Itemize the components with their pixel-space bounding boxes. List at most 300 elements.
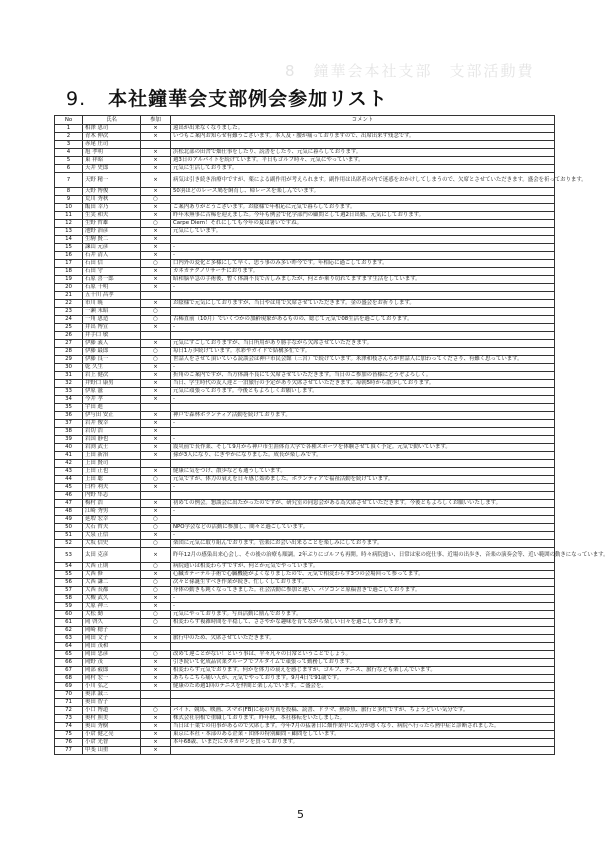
comment-cell <box>171 428 555 436</box>
attendance-mark: × <box>141 300 171 308</box>
member-name: 岡 啓久 <box>83 619 141 627</box>
member-name: 岡田 茂和 <box>83 643 141 651</box>
row-number: 15 <box>55 244 83 252</box>
table-row <box>55 595 555 603</box>
comment-cell: 心臓カテーテル手術で心臓機能がよくなりましたので、元気で相変わらず3つの会場回って参ってます。 <box>171 571 555 579</box>
row-number: 69 <box>55 683 83 691</box>
comment-cell <box>171 308 555 316</box>
attendance-mark: × <box>141 739 171 747</box>
attendance-mark: × <box>141 715 171 723</box>
comment-cell <box>171 332 555 340</box>
member-name: 岡崎 穂子 <box>83 627 141 635</box>
table-row <box>55 412 555 420</box>
member-name: 小倉 光智 <box>83 739 141 747</box>
row-number: 16 <box>55 252 83 260</box>
row-number: 72 <box>55 707 83 715</box>
attendance-mark <box>141 141 171 149</box>
member-name: 諫山 元彦 <box>83 244 141 252</box>
comment-cell: 健康に気をつけ、散歩なども通うしています。 <box>171 468 555 476</box>
row-number: 23 <box>55 308 83 316</box>
comment-cell <box>171 643 555 651</box>
attendance-mark: × <box>141 165 171 173</box>
table-row <box>55 428 555 436</box>
table-row <box>55 396 555 404</box>
comment-cell: 震災前で長作業、そして9月から神戸市生涯体育大学で各種スポーツを体験させて頂く予定。元気で動いています。 <box>171 444 555 452</box>
table-row <box>55 516 555 524</box>
comment-cell: 当日は千葉での用事があるので欠席します。今年7月の猛暑日に畑作業中に気分が悪くなり、病院へ行ったら熱中症と診断されました。 <box>171 723 555 731</box>
table-row <box>55 308 555 316</box>
page-number: 5 <box>297 808 304 821</box>
member-name: 青木 伸次 <box>83 133 141 141</box>
table-row <box>55 364 555 372</box>
member-name: 一瀬 末昭 <box>83 308 141 316</box>
attendance-mark: × <box>141 548 171 563</box>
attendance-mark: × <box>141 396 171 404</box>
member-name: 岡田 忠彦 <box>83 651 141 659</box>
row-number: 55 <box>55 571 83 579</box>
row-number: 29 <box>55 356 83 364</box>
table-row <box>55 340 555 348</box>
comment-cell <box>171 691 555 699</box>
row-number: 25 <box>55 324 83 332</box>
member-name: 小口 博道 <box>83 707 141 715</box>
attendance-mark: ○ <box>141 476 171 484</box>
attendance-mark: × <box>141 188 171 196</box>
attendance-mark: × <box>141 484 171 492</box>
member-name: 大西 修 <box>83 571 141 579</box>
table-row <box>55 204 555 212</box>
member-name: 東 祥昭 <box>83 157 141 165</box>
attendance-mark <box>141 643 171 651</box>
comment-cell: 昭和脳卒急の手術後、暫く体調不良で苦しみましたが、何とか乗り切れてますます生活をしています。 <box>171 276 555 284</box>
comment-cell: 病気は引き続き治療中ですが、薬による副作用が考えられます。副作用は出席者の内で迷惑をおかけしてしまうので、欠席とさせていただきます。盛会を祈っております。 <box>171 173 555 188</box>
comment-cell: あちらこちら痛い人が、元気でやっております。9月4日で91歳です。 <box>171 675 555 683</box>
member-name: 伊藤 義人 <box>83 340 141 348</box>
table-row <box>55 715 555 723</box>
row-number: 57 <box>55 587 83 595</box>
row-number: 21 <box>55 292 83 300</box>
comment-cell: 健康のため週1回のテニスを仲間と楽しんでいます。ご盛会を。 <box>171 683 555 691</box>
row-number: 3 <box>55 141 83 149</box>
attendance-mark: × <box>141 173 171 188</box>
table-row <box>55 332 555 340</box>
comment-cell: 引き続いて化成品営業グループでフルタイムで頑張って勤務しております。 <box>171 659 555 667</box>
section-number: 9. <box>66 88 87 110</box>
attendance-mark: × <box>141 212 171 220</box>
comment-cell: 改めて違ことがない！という事は、平々凡々の日常ということでしょう。 <box>171 651 555 659</box>
row-number: 71 <box>55 699 83 707</box>
member-name: 井野口 康男 <box>83 380 141 388</box>
comment-cell: 神戸で森林ボランティア活動を続けております。 <box>171 412 555 420</box>
table-row <box>55 524 555 532</box>
member-name: 伊藤 良一 <box>83 356 141 364</box>
attendance-mark: ○ <box>141 619 171 627</box>
table-row <box>55 380 555 388</box>
attendance-mark: × <box>141 659 171 667</box>
table-row <box>55 699 555 707</box>
row-number: 51 <box>55 532 83 540</box>
table-row <box>55 141 555 149</box>
table-row <box>55 236 555 244</box>
member-name: 生野 哲雄 <box>83 220 141 228</box>
table-row <box>55 252 555 260</box>
comment-cell <box>171 492 555 500</box>
attendance-mark <box>141 404 171 412</box>
row-number: 27 <box>55 340 83 348</box>
row-number: 17 <box>55 260 83 268</box>
member-name: 天野 博俊 <box>83 188 141 196</box>
comment-cell: カネカテクノリサーチにおります。 <box>171 268 555 276</box>
table-row <box>55 125 555 133</box>
member-name: 上田 正也 <box>83 468 141 476</box>
comment-cell: バイト、競馬、映画、スマホ(FB)に花の写真を投稿、読書、ドラマ、熱帯魚、旅行と多忙ですが、ちょうどいい気分です。 <box>171 707 555 715</box>
comment-cell: お陰様で元気にしておりますが、当日やは用で欠席させていただきます。金の盛会をお祈りします。 <box>171 300 555 308</box>
row-number: 9 <box>55 196 83 204</box>
table-row <box>55 452 555 460</box>
section-title <box>66 84 388 111</box>
comment-cell: - <box>171 508 555 516</box>
table-row <box>55 284 555 292</box>
comment-cell: 孫が3人になり、にぎやかになりました。成長が楽しみです。 <box>171 452 555 460</box>
attendance-mark: × <box>141 133 171 141</box>
member-name: 延増 宏幸 <box>83 516 141 524</box>
member-name: 奥村 照美 <box>83 715 141 723</box>
attendance-mark: × <box>141 412 171 420</box>
table-row <box>55 747 555 755</box>
table-row <box>55 388 555 396</box>
row-number: 36 <box>55 412 83 420</box>
comment-cell: 50羽ほどのレース鳩を飼育し、帰レースを楽しんでいます。 <box>171 188 555 196</box>
attendance-mark: × <box>141 276 171 284</box>
table-row <box>55 165 555 173</box>
row-number: 22 <box>55 300 83 308</box>
table-row <box>55 667 555 675</box>
member-name: 石田 守 <box>83 268 141 276</box>
comment-cell: 相変わらず元気でおります。何かを体力の衰えを感じますが、ゴルフ、テニス、旅行なども楽しんでいます。 <box>171 667 555 675</box>
attendance-mark: ○ <box>141 611 171 619</box>
comment-cell: 口内外の変化と多様にして早く、思う事のみ多い昨今です。年相応に過ごしております。 <box>171 260 555 268</box>
comment-cell: 楽団に元気に取り組んでおります。管楽にお会い出来ることを楽しみにしております。 <box>171 540 555 548</box>
member-name: 内野 隼志 <box>83 492 141 500</box>
row-number: 47 <box>55 500 83 508</box>
attendance-mark: × <box>141 228 171 236</box>
attendance-mark: × <box>141 236 171 244</box>
row-number: 50 <box>55 524 83 532</box>
member-name: 奥津 誠三 <box>83 691 141 699</box>
member-name: 大槻 武久 <box>83 595 141 603</box>
table-row <box>55 627 555 635</box>
member-name: 荒川 秀秋 <box>83 196 141 204</box>
member-name: 小倉 健之亮 <box>83 731 141 739</box>
member-name: 岡野 茂 <box>83 659 141 667</box>
comment-cell: 東京に本社・本部のある企業・団体の特別顧問・顧問をしています。 <box>171 731 555 739</box>
attendance-mark: × <box>141 595 171 603</box>
table-row <box>55 683 555 691</box>
member-name: 大西 謙二 <box>83 579 141 587</box>
member-name: 大西 長都 <box>83 587 141 595</box>
row-number: 74 <box>55 723 83 731</box>
comment-cell <box>171 747 555 755</box>
attendance-mark: × <box>141 204 171 212</box>
row-number: 2 <box>55 133 83 141</box>
comment-cell: 元気に生活しております。 <box>171 165 555 173</box>
member-name: 石原 喜一郎 <box>83 276 141 284</box>
row-number: 20 <box>55 284 83 292</box>
member-name: 大泉 正信 <box>83 532 141 540</box>
row-number: 45 <box>55 484 83 492</box>
comment-cell: 浜松北部の田舎で畑仕事をしたり、読書をしたり、元気に暮らしております。 <box>171 149 555 157</box>
header-name: 氏名 <box>83 116 141 125</box>
attendance-mark <box>141 492 171 500</box>
member-name: 天井 史郎 <box>83 165 141 173</box>
table-row <box>55 484 555 492</box>
attendance-mark: × <box>141 372 171 380</box>
table-row <box>55 244 555 252</box>
attendance-mark: ○ <box>141 220 171 228</box>
table-row <box>55 468 555 476</box>
attendance-mark: × <box>141 436 171 444</box>
table-row <box>55 212 555 220</box>
comment-cell: - <box>171 284 555 292</box>
table-row <box>55 300 555 308</box>
attendance-mark: × <box>141 157 171 165</box>
table-row <box>55 492 555 500</box>
comment-cell <box>171 141 555 149</box>
attendance-mark: ○ <box>141 196 171 204</box>
row-number: 68 <box>55 675 83 683</box>
comment-cell: - <box>171 532 555 540</box>
table-row <box>55 739 555 747</box>
member-name: 飯田 幸乃 <box>83 204 141 212</box>
table-row <box>55 540 555 548</box>
comment-cell <box>171 236 555 244</box>
attendance-mark: × <box>141 284 171 292</box>
row-number: 60 <box>55 611 83 619</box>
member-name: 岩井 俊幸 <box>83 420 141 428</box>
table-row <box>55 348 555 356</box>
member-name: 大石 哲夫 <box>83 524 141 532</box>
member-name: 石田 信 <box>83 260 141 268</box>
member-name: 小川 弘之 <box>83 683 141 691</box>
row-number: 37 <box>55 420 83 428</box>
comment-cell: - <box>171 252 555 260</box>
row-number: 40 <box>55 444 83 452</box>
member-name: 岡田 文子 <box>83 635 141 643</box>
table-row <box>55 611 555 619</box>
attendance-mark <box>141 332 171 340</box>
row-number: 62 <box>55 627 83 635</box>
member-name: 上田 賢司 <box>83 460 141 468</box>
member-name: 岩上 健次 <box>83 372 141 380</box>
comment-cell: - <box>171 436 555 444</box>
comment-cell: 毎日1万歩続けています。水彩やガイドで結構多忙です。 <box>171 348 555 356</box>
table-row <box>55 133 555 141</box>
attendance-mark: ○ <box>141 587 171 595</box>
row-number: 30 <box>55 364 83 372</box>
row-number: 32 <box>55 380 83 388</box>
member-name: 奥田 智子 <box>83 699 141 707</box>
row-number: 70 <box>55 691 83 699</box>
header-comment: コメント <box>171 116 555 125</box>
comment-cell: - <box>171 324 555 332</box>
attendance-mark: ○ <box>141 516 171 524</box>
row-number: 42 <box>55 460 83 468</box>
member-name: 石井 清人 <box>83 252 141 260</box>
comment-cell: 旅行中のため、欠席させていただきます。 <box>171 635 555 643</box>
header-attendance: 参加 <box>141 116 171 125</box>
comment-cell: 次々と孫誕生すべき作業が続き、忙しくしております。 <box>171 579 555 587</box>
attendance-mark: ○ <box>141 524 171 532</box>
row-number: 73 <box>55 715 83 723</box>
attendance-mark: × <box>141 500 171 508</box>
member-name: 梅村 浩 <box>83 500 141 508</box>
table-row <box>55 149 555 157</box>
comment-cell: 元気にすごしておりますが、当日所用があり勝手ながら欠席させていただきます。 <box>171 340 555 348</box>
row-number: 14 <box>55 236 83 244</box>
comment-cell: 元気ですが、体力の衰えを日々感じ始めました。ボランティアで福祉活動を続けています。 <box>171 476 555 484</box>
comment-cell: 週3日のアルバイトを続けています。平日もゴルフ時々、元気にやっています。 <box>171 157 555 165</box>
comment-cell: 株式会社羽根で重職しております。昨年秋、本社移転をいたしました。 <box>171 715 555 723</box>
comment-cell <box>171 460 555 468</box>
member-name: 岩切 浩 <box>83 428 141 436</box>
comment-cell: 折角のご案内ですが、当方体調不良にて欠席させていただきます。当日のご参加の皆様にどうぞよろしく。 <box>171 372 555 380</box>
attendance-mark: × <box>141 508 171 516</box>
comment-cell: 遠出が出来なくなりました。 <box>171 125 555 133</box>
comment-cell: 世話人をさせて頂いている読談会は神戸市民会館（三宮）で続けています。米澤和枝さんらが世話人に加わってくださり、有難く思っています。 <box>171 356 555 364</box>
attendance-mark: × <box>141 125 171 133</box>
table-header-row <box>55 116 555 125</box>
table-row <box>55 571 555 579</box>
row-number: 10 <box>55 204 83 212</box>
section-heading: 本社鐘華会支部例会参加リスト <box>108 88 388 110</box>
attendance-mark: × <box>141 428 171 436</box>
member-name: 岡部 毅郎 <box>83 667 141 675</box>
table-row <box>55 268 555 276</box>
row-number: 1 <box>55 125 83 133</box>
row-number: 5 <box>55 157 83 165</box>
attendance-mark <box>141 699 171 707</box>
attendance-mark: × <box>141 452 171 460</box>
table-row <box>55 659 555 667</box>
table-row <box>55 651 555 659</box>
member-name: 大西 正則 <box>83 563 141 571</box>
member-name: 太田 克彦 <box>83 548 141 563</box>
member-name: 今井 孝 <box>83 396 141 404</box>
attendance-mark: × <box>141 444 171 452</box>
row-number: 49 <box>55 516 83 524</box>
member-name: 江崎 秀男 <box>83 508 141 516</box>
comment-cell: 病院通いは相変わらずですが、何とか元気でやっています。 <box>171 563 555 571</box>
comment-cell: - <box>171 396 555 404</box>
table-row <box>55 188 555 196</box>
row-number: 65 <box>55 651 83 659</box>
row-number: 7 <box>55 173 83 188</box>
table-row <box>55 635 555 643</box>
header-no: No <box>55 116 83 125</box>
comment-cell: - <box>171 244 555 252</box>
table-row <box>55 643 555 651</box>
member-name: 一角 恵造 <box>83 316 141 324</box>
row-number: 63 <box>55 635 83 643</box>
comment-cell <box>171 404 555 412</box>
comment-cell <box>171 627 555 635</box>
row-number: 43 <box>55 468 83 476</box>
table-row <box>55 356 555 364</box>
attendance-mark: ○ <box>141 651 171 659</box>
attendance-mark: ○ <box>141 579 171 587</box>
attendance-mark: × <box>141 683 171 691</box>
member-name: 市川 暁 <box>83 300 141 308</box>
attendance-mark: ○ <box>141 563 171 571</box>
attendance-mark: × <box>141 388 171 396</box>
comment-cell: 昨年末無事に古稀を迎えました。今年も例会で化学部門の顧問として週2日出勤、元気にしております。 <box>171 212 555 220</box>
comment-cell <box>171 516 555 524</box>
row-number: 24 <box>55 316 83 324</box>
row-number: 26 <box>55 332 83 340</box>
member-name: 奥山 秀樹 <box>83 723 141 731</box>
member-name: 赤尾 庄司 <box>83 141 141 149</box>
row-number: 38 <box>55 428 83 436</box>
table-row <box>55 260 555 268</box>
attendance-mark: × <box>141 675 171 683</box>
row-number: 31 <box>55 372 83 380</box>
row-number: 12 <box>55 220 83 228</box>
table-row <box>55 476 555 484</box>
comment-cell: - <box>171 420 555 428</box>
member-name: 井手口 敏 <box>83 332 141 340</box>
comment-cell: 相変わらず複雑時間を平穏して、ささやかな趣味を育てながら楽しい日々を過ごしております。 <box>171 619 555 627</box>
comment-cell: 古稀直前（10月）でいくつかの加齢現象があるものの、総じて元気で08生活を過ごしております。 <box>171 316 555 324</box>
row-number: 77 <box>55 747 83 755</box>
row-number: 58 <box>55 595 83 603</box>
member-name: 天野 精一 <box>83 173 141 188</box>
table-row <box>55 228 555 236</box>
row-number: 34 <box>55 396 83 404</box>
attendance-mark <box>141 627 171 635</box>
table-row <box>55 675 555 683</box>
member-name: 岩渕 武士 <box>83 444 141 452</box>
member-name: 池野 治彦 <box>83 228 141 236</box>
row-number: 8 <box>55 188 83 196</box>
attendance-mark: × <box>141 667 171 675</box>
attendance-mark: ○ <box>141 540 171 548</box>
table-row <box>55 460 555 468</box>
row-number: 39 <box>55 436 83 444</box>
table-row <box>55 436 555 444</box>
row-number: 75 <box>55 731 83 739</box>
member-name: 大松 勤 <box>83 611 141 619</box>
table-row <box>55 587 555 595</box>
attendance-mark <box>141 691 171 699</box>
row-number: 59 <box>55 603 83 611</box>
member-name: 甲斐 山重 <box>83 747 141 755</box>
row-number: 76 <box>55 739 83 747</box>
table-row <box>55 324 555 332</box>
comment-cell: 昨年12月の感染出来心会し、その後の治療も順調。2年ぶりにゴルフも再開。時々病院通い、日常は家の庭仕事、近場の出歩き、音楽の演奏会等、近い範囲の動きになっています。 <box>171 548 555 563</box>
comment-cell: - <box>171 484 555 492</box>
member-name: 伊藤 最郎 <box>83 348 141 356</box>
table-row <box>55 220 555 228</box>
attendance-mark: × <box>141 244 171 252</box>
member-name: 大坂 信史 <box>83 540 141 548</box>
row-number: 66 <box>55 659 83 667</box>
comment-cell <box>171 196 555 204</box>
row-number: 19 <box>55 276 83 284</box>
member-name: 旭 孝明 <box>83 149 141 157</box>
table-row <box>55 276 555 284</box>
attendance-mark: ○ <box>141 260 171 268</box>
attendance-mark: × <box>141 571 171 579</box>
